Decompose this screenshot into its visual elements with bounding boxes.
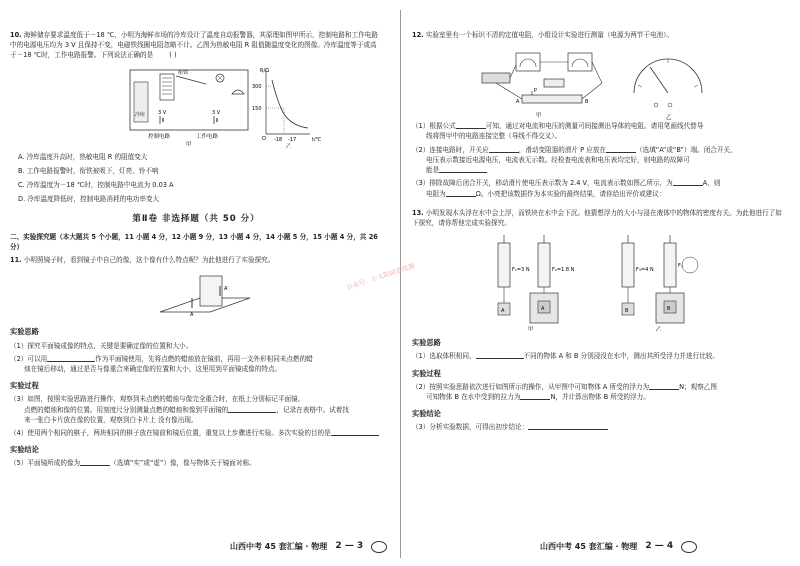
q12-step-2-d: 电压表示数接近电源电压，电流表无示数。经检查电流表和电压表均完好，则电路的故障可 (426, 155, 690, 164)
q11-step-2-c: 烛在镜后移动，通过是否与像重合来确定像的位置和大小，这里用到平面镜成像的特点。 (24, 364, 282, 373)
question-number: 10. (10, 31, 22, 39)
question-number: 11. (10, 256, 22, 265)
question-text: 海鲜储存要求温度低于－18 ℃，小明为海鲜市场的冷库设计了温度自动报警器，其原理如图甲所示，控制电路和工作电路中的电源电压均为 3 V 且保持不变，电磁铁线圈电阻忽略不计。乙图为热敏电阻 R 阻值随温度变化的图像。冷库温度等于或高于－18 ℃时，工作电路报警。下列说法正确的是 (10, 31, 378, 60)
svg-text:150: 150 (252, 105, 262, 112)
spring-scale-1 (498, 235, 530, 315)
footer-title: 山西中考 45 套汇编 · 物理 (230, 541, 328, 551)
heading-conclusion: 实验结论 (10, 445, 39, 455)
svg-text:F₁=3 N: F₁=3 N (512, 267, 530, 274)
spring-scale-2 (530, 235, 575, 323)
q12-step-2-e: 能是 (426, 166, 440, 175)
heading-idea: 实验思路 (10, 327, 39, 337)
q13-step-2 (412, 382, 784, 402)
question-11-stem (10, 255, 382, 265)
svg-text:A: A (516, 99, 520, 106)
publisher-logo-icon (681, 541, 697, 553)
answer-blank[interactable] (520, 392, 550, 400)
answer-blank[interactable] (456, 121, 486, 129)
svg-text:乙: 乙 (656, 327, 662, 332)
publisher-logo-icon (371, 541, 387, 553)
q12-figure (412, 43, 784, 121)
option-c[interactable]: C. 冷库温度为－18 ℃时，控制电路中电流为 0.03 A (18, 181, 174, 190)
q11-step-1: （1）探究平面镜成像的特点，关键是要确定像的位置和大小。 (10, 341, 193, 350)
svg-text:-18: -18 (274, 136, 283, 143)
page-number: 2 — 3 (335, 541, 364, 551)
heading-process: 实验过程 (412, 368, 441, 378)
svg-text:P: P (534, 88, 538, 95)
q12-step-2-c: （选填“A”或“B”）端。闭合开关， (636, 145, 737, 154)
svg-text:甲: 甲 (186, 141, 192, 148)
q11-step-5 (10, 458, 382, 468)
svg-text:3 V: 3 V (212, 109, 221, 116)
q12-step-3-d: Ω。小亮把该数据作为本实验的最终结果，请你给出评价或建议： (475, 189, 666, 198)
svg-text:F₃=4 N: F₃=4 N (636, 267, 654, 274)
q11-step-3-c: ，记录在表格中。试着找 (276, 405, 349, 414)
answer-blank[interactable] (228, 405, 276, 413)
q11-step-5-a: （5）平面镜所成的像为 (10, 459, 81, 468)
q12-step-1-a: （1）根据公式 (412, 122, 456, 131)
watermark-text: 公众号：小太阳试卷资源 (345, 261, 416, 292)
svg-text:B: B (667, 306, 671, 313)
question-text: 小明发现木头浮在水中会上浮，而铁块在水中会下沉。他猜想浮力的大小与浸在液体中的物体的密度有关。为此他进行了如下探究，请你帮他完成实验探究。 (412, 208, 782, 227)
q12-step-1-b: 可知，通过对电流和电压的测量可间接测出导体的电阻。请用笔画线代替导 (485, 122, 704, 131)
svg-text:F₂=1.8 N: F₂=1.8 N (552, 267, 575, 274)
svg-text:乙: 乙 (666, 115, 672, 122)
q11-step-2-b: 作为平面镜使用，先将点燃的蜡烛放在镜前，再用一支外形相同未点燃的蜡 (95, 354, 313, 363)
q13-step-1 (412, 351, 784, 361)
svg-text:工作电路: 工作电路 (196, 133, 219, 140)
option-d[interactable]: D. 冷库温度降低时，控制电路消耗的电功率变大 (18, 195, 160, 204)
svg-text:R/Ω: R/Ω (260, 67, 269, 74)
svg-text:B: B (625, 308, 629, 315)
q13-figure (412, 231, 784, 331)
q11-step-4 (10, 428, 382, 438)
q13-buoyancy-setup (412, 231, 784, 331)
q11-step-5-b: （选填“实”或“虚”）像，像与物体关于镜面对称。 (110, 459, 256, 468)
q12-step-1-c: 线将图甲中的电路连接完整（导线不得交叉）。 (426, 132, 562, 141)
q11-step-3-d: 来一张白卡片放在像的位置，观察到白卡片上 没有像出现。 (24, 415, 198, 424)
q10-options (10, 152, 382, 205)
svg-text:t/℃: t/℃ (312, 136, 322, 143)
svg-text:乙: 乙 (286, 143, 292, 148)
q13-step-2-d: N，并计算出物体 B 所受的浮力。 (550, 392, 650, 401)
heading-conclusion: 实验结论 (412, 409, 441, 419)
q12-step-2 (412, 145, 784, 176)
svg-text:300: 300 (252, 83, 262, 90)
q11-step-4-text: （4）使用两个相同的棋子，两块相同的棋子放在镜前和镜后位置，重复以上步骤进行实验。多次实验的目的是 (10, 428, 331, 437)
svg-text:控制电路: 控制电路 (148, 133, 171, 140)
svg-text:甲: 甲 (536, 113, 542, 120)
question-text: 小明照镜子时，看到镜子中自己的像，这个像有什么特点呢？为此他进行了实验探究。 (23, 256, 275, 265)
q10-circuit-and-graph (10, 64, 382, 148)
q11-step-3 (10, 394, 382, 425)
right-footer (540, 540, 697, 554)
page-number: 2 — 4 (645, 541, 674, 551)
svg-text:O: O (262, 135, 266, 142)
answer-bracket: ( ) (169, 51, 177, 60)
q13-step-2-c: 可知物体 B 在水中受到的拉力为 (426, 392, 521, 401)
q12-step-3-b: A，则 (702, 179, 721, 188)
answer-blank[interactable] (528, 422, 608, 430)
svg-text:A: A (541, 306, 545, 313)
question-12-stem (412, 30, 784, 40)
option-a[interactable]: A. 冷库温度升高时，热敏电阻 R 的阻值变大 (18, 152, 148, 161)
q13-step-3-text: （3）分析实验数据，可得出初步结论： (412, 423, 529, 432)
svg-text:3 V: 3 V (158, 109, 167, 116)
section-title: 第Ⅱ卷 非选择题（共 50 分） (132, 213, 260, 224)
spring-scale-4 (656, 235, 698, 323)
q13-step-3 (412, 422, 784, 432)
question-number: 12. (412, 31, 424, 39)
part-two-heading: 二、实验探究题（本大题共 5 个小题，11 小题 4 分，12 小题 9 分，13 小题 4 分，14 小题 5 分，15 小题 4 分，共 26 分） (10, 232, 378, 251)
q11-step-2-a: （2）可以用 (10, 354, 48, 363)
q12-step-3 (412, 178, 784, 198)
svg-text:A: A (190, 312, 194, 319)
answer-blank[interactable] (446, 189, 476, 197)
answer-blank[interactable] (649, 382, 679, 390)
spring-scale-3 (622, 235, 654, 315)
q13-step-1-b: 不同的物体 A 和 B 分别浸没在水中，测出其所受浮力并进行比较。 (523, 352, 719, 361)
answer-blank[interactable] (489, 145, 519, 153)
question-13-stem (412, 208, 784, 228)
svg-text:A′: A′ (224, 286, 229, 293)
q10-figure (10, 64, 382, 148)
q12-circuit-and-ammeter (412, 43, 784, 121)
answer-blank[interactable] (80, 458, 110, 466)
svg-text:B: B (585, 99, 589, 106)
q13-step-1-a: （1）选取体积相同、 (412, 352, 476, 361)
answer-blank[interactable] (331, 428, 379, 436)
q11-step-3-a: （3）如图，按照实验思路进行操作，观察到未点燃的蜡烛与像完全重合时，在纸上分别标记平面镜、 (10, 395, 305, 404)
q12-step-3-a: （3）排除故障后闭合开关，移动滑片使电压表示数为 2.4 V，电流表示数如图乙所示，为 (412, 179, 673, 188)
svg-text:-17: -17 (288, 136, 297, 143)
q11-figure (10, 268, 382, 320)
q12-step-1 (412, 121, 784, 141)
answer-blank[interactable] (673, 178, 703, 186)
answer-blank[interactable] (47, 354, 95, 362)
svg-text:F₄: F₄ (678, 263, 683, 270)
q12-step-2-b: ，滑动变阻器的滑片 P 应放在 (518, 145, 607, 154)
left-column (10, 30, 382, 472)
q12-step-3-c: 电阻为 (426, 189, 446, 198)
svg-text:甲: 甲 (528, 327, 534, 332)
question-number: 13. (412, 208, 424, 217)
left-footer (230, 540, 387, 554)
page-divider (400, 10, 401, 558)
q11-step-2 (10, 354, 382, 374)
svg-text:A: A (501, 308, 505, 315)
q11-step-3-b: 点燃的蜡烛和像的位置。用刻度尺分别测量点燃的蜡烛和像到平面镜的 (24, 405, 229, 414)
answer-blank[interactable] (439, 165, 487, 173)
question-text: 实验室里有一个标识不清的定值电阻，小组设计实验进行测量（电源为两节干电池）。 (425, 31, 674, 39)
footer-title: 山西中考 45 套汇编 · 物理 (540, 541, 638, 551)
q11-mirror-setup (10, 268, 382, 320)
svg-text:冷库: 冷库 (135, 111, 146, 118)
q13-step-2-a: （2）按照实验思路依次进行如图所示的操作，从甲图中可知物体 A 所受的浮力为 (412, 382, 650, 391)
q12-step-2-a: （2）连接电路时，开关应 (412, 145, 489, 154)
question-10-stem (10, 30, 382, 61)
right-column (412, 30, 784, 436)
heading-process: 实验过程 (10, 381, 39, 391)
heading-idea: 实验思路 (412, 338, 441, 348)
q13-step-2-b: N；观察乙图 (679, 382, 717, 391)
answer-blank[interactable] (476, 351, 524, 359)
answer-blank[interactable] (606, 145, 636, 153)
svg-text:衔铁: 衔铁 (178, 69, 189, 76)
option-b[interactable]: B. 工作电路报警时，衔铁被吸下，灯亮、铃不响 (18, 166, 159, 175)
